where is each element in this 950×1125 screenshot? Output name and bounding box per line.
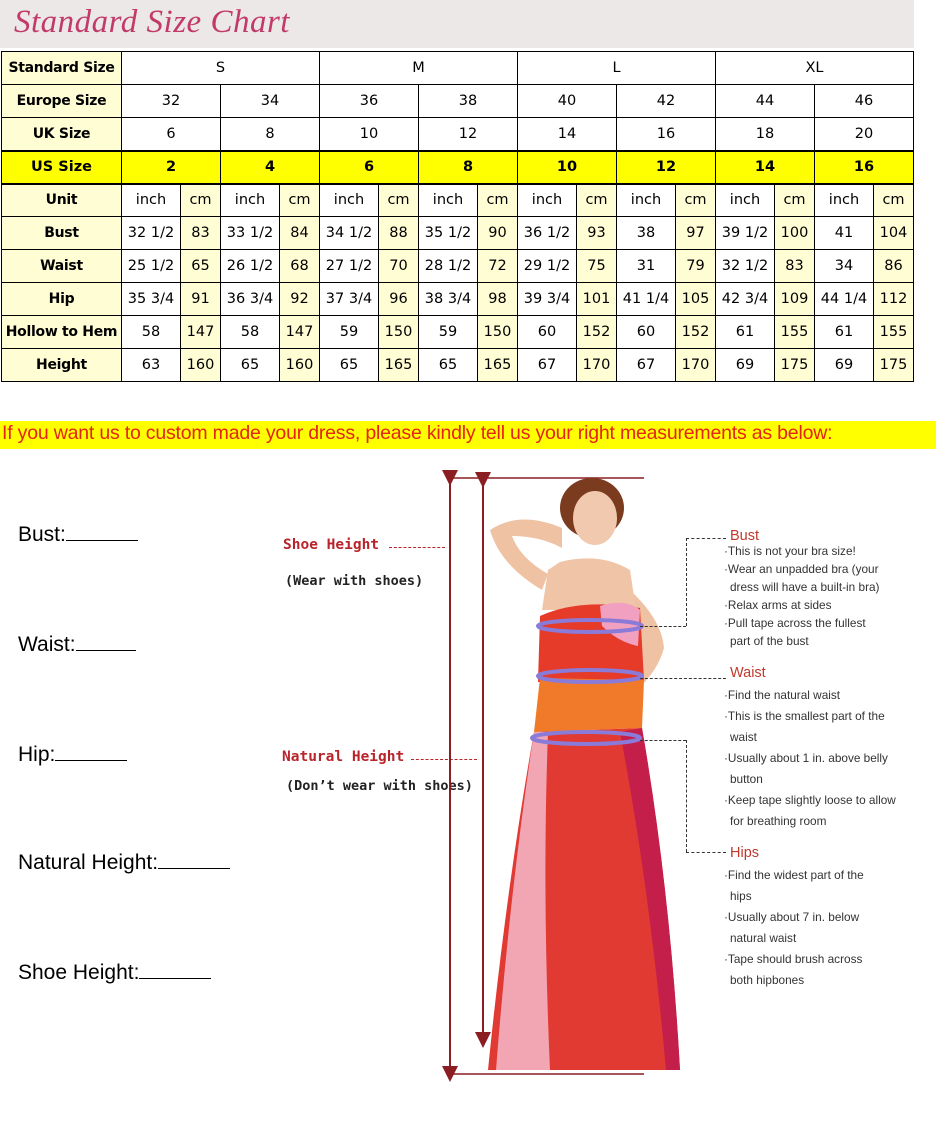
inch-value-cell: 61: [815, 316, 874, 349]
europe-size-cell: 40: [518, 85, 617, 118]
row-measurement: [2, 217, 914, 250]
row-measurement: [2, 283, 914, 316]
cm-value-cell: 72: [478, 250, 518, 283]
cm-value-cell: 147: [280, 316, 320, 349]
cm-value-cell: 96: [379, 283, 419, 316]
bust-notes: [724, 542, 880, 650]
row-measurement: [2, 316, 914, 349]
bust-note: ·Wear an unpadded bra (your: [724, 562, 879, 576]
unit-inch-cell: inch: [518, 184, 577, 217]
unit-inch-cell: inch: [716, 184, 775, 217]
uk-size-cell: 6: [122, 118, 221, 151]
uk-size-cell: 12: [419, 118, 518, 151]
hips-note: both hipbones: [730, 973, 805, 987]
field-bust-label: Bust:: [18, 523, 66, 546]
cm-value-cell: 155: [874, 316, 914, 349]
chart-title: Standard Size Chart: [14, 4, 290, 40]
inch-value-cell: 25 1/2: [122, 250, 181, 283]
field-shoe-height-label: Shoe Height:: [18, 961, 140, 984]
cm-value-cell: 91: [181, 283, 221, 316]
field-natural-height-blank[interactable]: [158, 852, 230, 869]
inch-value-cell: 38 3/4: [419, 283, 478, 316]
unit-inch-cell: inch: [617, 184, 676, 217]
face-shape: [573, 491, 617, 545]
cm-value-cell: 92: [280, 283, 320, 316]
inch-value-cell: 41: [815, 217, 874, 250]
waist-note: ·This is the smallest part of the: [724, 709, 885, 723]
row-label: UK Size: [2, 118, 122, 151]
us-size-cell: 6: [320, 151, 419, 184]
title-bar: [0, 0, 914, 48]
field-waist-blank[interactable]: [76, 634, 136, 651]
cm-value-cell: 109: [775, 283, 815, 316]
us-size-cell: 16: [815, 151, 914, 184]
cm-value-cell: 170: [676, 349, 716, 382]
cm-value-cell: 160: [280, 349, 320, 382]
waist-note: button: [730, 772, 763, 786]
unit-cm-cell: cm: [280, 184, 320, 217]
waist-note: ·Keep tape slightly loose to allow: [724, 793, 896, 807]
inch-value-cell: 34 1/2: [320, 217, 379, 250]
europe-size-cell: 38: [419, 85, 518, 118]
field-natural-height-label: Natural Height:: [18, 851, 159, 874]
inch-value-cell: 32 1/2: [122, 217, 181, 250]
us-size-cell: 10: [518, 151, 617, 184]
natural-height-note: (Don’t wear with shoes): [286, 778, 473, 794]
cm-value-cell: 105: [676, 283, 716, 316]
waist-note: waist: [730, 730, 757, 744]
row-standard-size: [2, 52, 914, 85]
cm-value-cell: 97: [676, 217, 716, 250]
row-us-size: [2, 151, 914, 184]
uk-size-cell: 16: [617, 118, 716, 151]
inch-value-cell: 35 3/4: [122, 283, 181, 316]
field-hip-label: Hip:: [18, 743, 56, 766]
row-label: US Size: [2, 151, 122, 184]
inch-value-cell: 35 1/2: [419, 217, 478, 250]
cm-value-cell: 75: [577, 250, 617, 283]
cm-value-cell: 112: [874, 283, 914, 316]
field-waist: [18, 633, 136, 657]
field-natural-height: [18, 851, 230, 875]
cm-value-cell: 86: [874, 250, 914, 283]
inch-value-cell: 38: [617, 217, 676, 250]
inch-value-cell: 59: [419, 316, 478, 349]
inch-value-cell: 65: [221, 349, 280, 382]
uk-size-cell: 10: [320, 118, 419, 151]
field-hip: [18, 743, 127, 767]
cm-value-cell: 84: [280, 217, 320, 250]
us-size-cell: 14: [716, 151, 815, 184]
inch-value-cell: 42 3/4: [716, 283, 775, 316]
inch-value-cell: 58: [221, 316, 280, 349]
row-label: Bust: [2, 217, 122, 250]
unit-cm-cell: cm: [181, 184, 221, 217]
inch-value-cell: 33 1/2: [221, 217, 280, 250]
cm-value-cell: 165: [379, 349, 419, 382]
hips-note: natural waist: [730, 931, 797, 945]
bust-note: dress will have a built-in bra): [730, 580, 880, 594]
inch-value-cell: 65: [320, 349, 379, 382]
row-label: Hollow to Hem: [2, 316, 122, 349]
inch-value-cell: 39 1/2: [716, 217, 775, 250]
unit-cm-cell: cm: [874, 184, 914, 217]
hips-notes: [724, 865, 864, 991]
unit-inch-cell: inch: [221, 184, 280, 217]
hips-heading: Hips: [730, 845, 760, 861]
inch-value-cell: 41 1/4: [617, 283, 676, 316]
standard-size-cell: S: [122, 52, 320, 85]
cm-value-cell: 170: [577, 349, 617, 382]
bust-note: ·Pull tape across the fullest: [724, 616, 866, 630]
row-measurement: [2, 250, 914, 283]
field-shoe-height-blank[interactable]: [139, 962, 211, 979]
cm-value-cell: 100: [775, 217, 815, 250]
cm-value-cell: 68: [280, 250, 320, 283]
unit-cm-cell: cm: [775, 184, 815, 217]
unit-inch-cell: inch: [122, 184, 181, 217]
unit-cm-cell: cm: [478, 184, 518, 217]
inch-value-cell: 39 3/4: [518, 283, 577, 316]
row-unit: [2, 184, 914, 217]
europe-size-cell: 44: [716, 85, 815, 118]
row-label: Europe Size: [2, 85, 122, 118]
bust-note: part of the bust: [730, 634, 809, 648]
inch-value-cell: 69: [815, 349, 874, 382]
cm-value-cell: 155: [775, 316, 815, 349]
shoe-height-note: (Wear with shoes): [285, 573, 424, 589]
cm-value-cell: 70: [379, 250, 419, 283]
inch-value-cell: 59: [320, 316, 379, 349]
inch-value-cell: 65: [419, 349, 478, 382]
cm-value-cell: 79: [676, 250, 716, 283]
hips-note: ·Tape should brush across: [724, 952, 863, 966]
inch-value-cell: 60: [518, 316, 577, 349]
size-chart-table: [1, 51, 914, 382]
bust-note: ·This is not your bra size!: [724, 544, 856, 558]
standard-size-cell: XL: [716, 52, 914, 85]
field-shoe-height: [18, 961, 211, 985]
unit-cm-cell: cm: [379, 184, 419, 217]
waist-notes: [724, 685, 896, 832]
inch-value-cell: 67: [617, 349, 676, 382]
bust-heading: Bust: [730, 528, 760, 544]
cm-value-cell: 165: [478, 349, 518, 382]
standard-size-cell: M: [320, 52, 518, 85]
cm-value-cell: 93: [577, 217, 617, 250]
field-hip-blank[interactable]: [55, 744, 127, 761]
inch-value-cell: 69: [716, 349, 775, 382]
unit-inch-cell: inch: [320, 184, 379, 217]
inch-value-cell: 28 1/2: [419, 250, 478, 283]
uk-size-cell: 8: [221, 118, 320, 151]
row-uk-size: [2, 118, 914, 151]
unit-inch-cell: inch: [419, 184, 478, 217]
cm-value-cell: 65: [181, 250, 221, 283]
inch-value-cell: 60: [617, 316, 676, 349]
dress-figure-illustration: [430, 470, 700, 1082]
europe-size-cell: 42: [617, 85, 716, 118]
inch-value-cell: 61: [716, 316, 775, 349]
inch-value-cell: 36 1/2: [518, 217, 577, 250]
waist-band: [534, 678, 644, 732]
inch-value-cell: 44 1/4: [815, 283, 874, 316]
us-size-cell: 12: [617, 151, 716, 184]
row-label: Hip: [2, 283, 122, 316]
us-size-cell: 4: [221, 151, 320, 184]
unit-inch-cell: inch: [815, 184, 874, 217]
cm-value-cell: 152: [676, 316, 716, 349]
custom-notice: If you want us to custom made your dress, please kindly tell us your right measurements as below:: [2, 422, 833, 444]
row-label: Waist: [2, 250, 122, 283]
row-label: Height: [2, 349, 122, 382]
cm-value-cell: 104: [874, 217, 914, 250]
unit-cm-cell: cm: [577, 184, 617, 217]
bust-note: ·Relax arms at sides: [724, 598, 832, 612]
cm-value-cell: 147: [181, 316, 221, 349]
field-waist-label: Waist:: [18, 633, 76, 656]
unit-cm-cell: cm: [676, 184, 716, 217]
inch-value-cell: 29 1/2: [518, 250, 577, 283]
us-size-cell: 2: [122, 151, 221, 184]
cm-value-cell: 150: [478, 316, 518, 349]
cm-value-cell: 90: [478, 217, 518, 250]
cm-value-cell: 83: [181, 217, 221, 250]
waist-note: ·Find the natural waist: [724, 688, 841, 702]
row-label: Unit: [2, 184, 122, 217]
inch-value-cell: 36 3/4: [221, 283, 280, 316]
inch-value-cell: 31: [617, 250, 676, 283]
waist-note: for breathing room: [730, 814, 827, 828]
hips-note: ·Usually about 7 in. below: [724, 910, 860, 924]
europe-size-cell: 32: [122, 85, 221, 118]
us-size-cell: 8: [419, 151, 518, 184]
field-bust-blank[interactable]: [66, 524, 138, 541]
natural-height-label: Natural Height: [282, 749, 405, 765]
cm-value-cell: 152: [577, 316, 617, 349]
cm-value-cell: 160: [181, 349, 221, 382]
waist-note: ·Usually about 1 in. above belly: [724, 751, 888, 765]
cm-value-cell: 175: [775, 349, 815, 382]
row-europe-size: [2, 85, 914, 118]
shoe-height-label: Shoe Height: [283, 537, 380, 553]
europe-size-cell: 46: [815, 85, 914, 118]
cm-value-cell: 83: [775, 250, 815, 283]
uk-size-cell: 14: [518, 118, 617, 151]
inch-value-cell: 27 1/2: [320, 250, 379, 283]
waist-heading: Waist: [730, 665, 766, 681]
custom-notice-bar: [0, 421, 936, 449]
cm-value-cell: 88: [379, 217, 419, 250]
uk-size-cell: 18: [716, 118, 815, 151]
inch-value-cell: 63: [122, 349, 181, 382]
cm-value-cell: 98: [478, 283, 518, 316]
field-bust: [18, 523, 138, 547]
inch-value-cell: 26 1/2: [221, 250, 280, 283]
standard-size-cell: L: [518, 52, 716, 85]
inch-value-cell: 34: [815, 250, 874, 283]
europe-size-cell: 36: [320, 85, 419, 118]
inch-value-cell: 32 1/2: [716, 250, 775, 283]
inch-value-cell: 37 3/4: [320, 283, 379, 316]
cm-value-cell: 175: [874, 349, 914, 382]
cm-value-cell: 101: [577, 283, 617, 316]
uk-size-cell: 20: [815, 118, 914, 151]
inch-value-cell: 58: [122, 316, 181, 349]
hips-note: ·Find the widest part of the: [724, 868, 864, 882]
row-label: Standard Size: [2, 52, 122, 85]
cm-value-cell: 150: [379, 316, 419, 349]
inch-value-cell: 67: [518, 349, 577, 382]
europe-size-cell: 34: [221, 85, 320, 118]
hips-note: hips: [730, 889, 752, 903]
row-measurement: [2, 349, 914, 382]
